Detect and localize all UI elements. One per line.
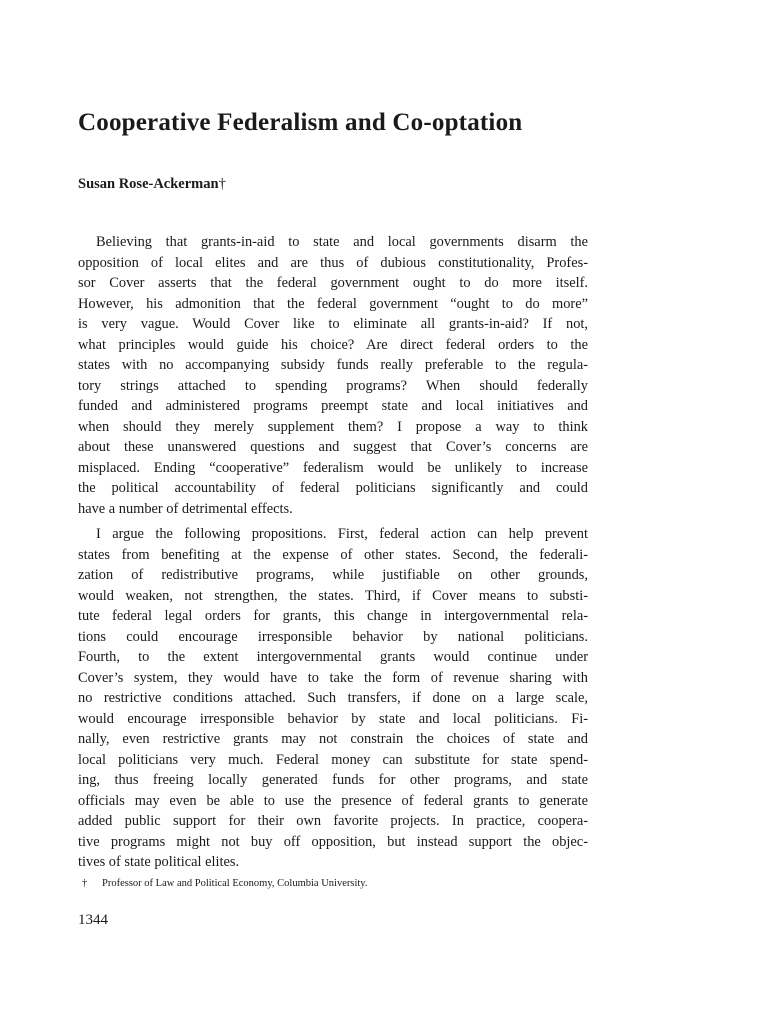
paragraph-line: nally, even restrictive grants may not constrain the choices of state and	[78, 731, 588, 747]
footnote-text: Professor of Law and Political Economy, Columbia University.	[102, 878, 368, 889]
paragraph-line: would weaken, not strengthen, the states. Third, if Cover means to substi-	[78, 587, 588, 604]
paragraph-line: tions could encourage irresponsible behavior by national politicians.	[78, 628, 588, 645]
paragraph-line: tives of state political elites.	[78, 854, 240, 870]
journal-page	[78, 0, 588, 1024]
article-title: Cooperative Federalism and Co-optation	[78, 109, 523, 136]
paragraph-line: However, his admonition that the federal government “ought to do more”	[78, 295, 588, 312]
footnote-mark: †	[82, 878, 88, 889]
page-number: 1344	[78, 912, 108, 928]
paragraph-line: Fourth, to the extent intergovernmental grants would continue under	[78, 649, 588, 665]
author-line	[78, 176, 226, 193]
paragraph-line: would encourage irresponsible behavior by state and local politicians. Fi-	[78, 710, 588, 727]
paragraph-line: states from benefiting at the expense of other states. Second, the federali-	[78, 546, 588, 563]
paragraph-line: local politicians very much. Federal money can substitute for state spend-	[78, 751, 588, 768]
paragraph-line: have a number of detrimental effects.	[78, 500, 293, 517]
paragraph-line: is very vague. Would Cover like to eliminate all grants-in-aid? If not,	[78, 316, 588, 332]
body-paragraph	[78, 232, 588, 519]
paragraph-line: tive programs might not buy off opposition, but instead support the objec-	[78, 833, 588, 850]
footnote	[78, 878, 367, 889]
paragraph-line: misplaced. Ending “cooperative” federalism would be unlikely to increase	[78, 459, 588, 476]
paragraph-line: tory strings attached to spending programs? When should federally	[78, 377, 588, 394]
paragraph-line: about these unanswered questions and suggest that Cover’s concerns are	[78, 439, 588, 455]
paragraph-line: I argue the following propositions. First, federal action can help prevent	[96, 526, 588, 542]
paragraph-line: funded and administered programs preempt state and local initiatives and	[78, 398, 588, 414]
paragraph-line: what principles would guide his choice? Are direct federal orders to the	[78, 336, 588, 353]
paragraph-line: opposition of local elites and are thus of dubious constitutionality, Profes-	[78, 254, 588, 271]
paragraph-line: states with no accompanying subsidy funds really preferable to the regula-	[78, 357, 588, 373]
article-body	[78, 232, 588, 873]
paragraph-line: officials may even be able to use the presence of federal grants to generate	[78, 792, 588, 809]
author-footnote-mark: †	[218, 176, 226, 192]
paragraph-line: added public support for their own favorite projects. In practice, coopera-	[78, 813, 588, 829]
paragraph-line: Believing that grants-in-aid to state and local governments disarm the	[96, 234, 588, 250]
paragraph-line: when should they merely supplement them? I propose a way to think	[78, 418, 588, 435]
paragraph-line: ing, thus freeing locally generated funds for other programs, and state	[78, 772, 588, 788]
paragraph-line: sor Cover asserts that the federal government ought to do more itself.	[78, 275, 588, 291]
body-paragraph	[78, 524, 588, 873]
paragraph-line: Cover’s system, they would have to take the form of revenue sharing with	[78, 669, 588, 686]
paragraph-line: no restrictive conditions attached. Such transfers, if done on a large scale,	[78, 690, 588, 706]
author-name: Susan Rose-Ackerman	[78, 176, 219, 192]
paragraph-line: tute federal legal orders for grants, this change in intergovernmental rela-	[78, 608, 588, 624]
paragraph-line: the political accountability of federal politicians significantly and could	[78, 480, 588, 496]
paragraph-line: zation of redistributive programs, while justifiable on other grounds,	[78, 567, 588, 583]
